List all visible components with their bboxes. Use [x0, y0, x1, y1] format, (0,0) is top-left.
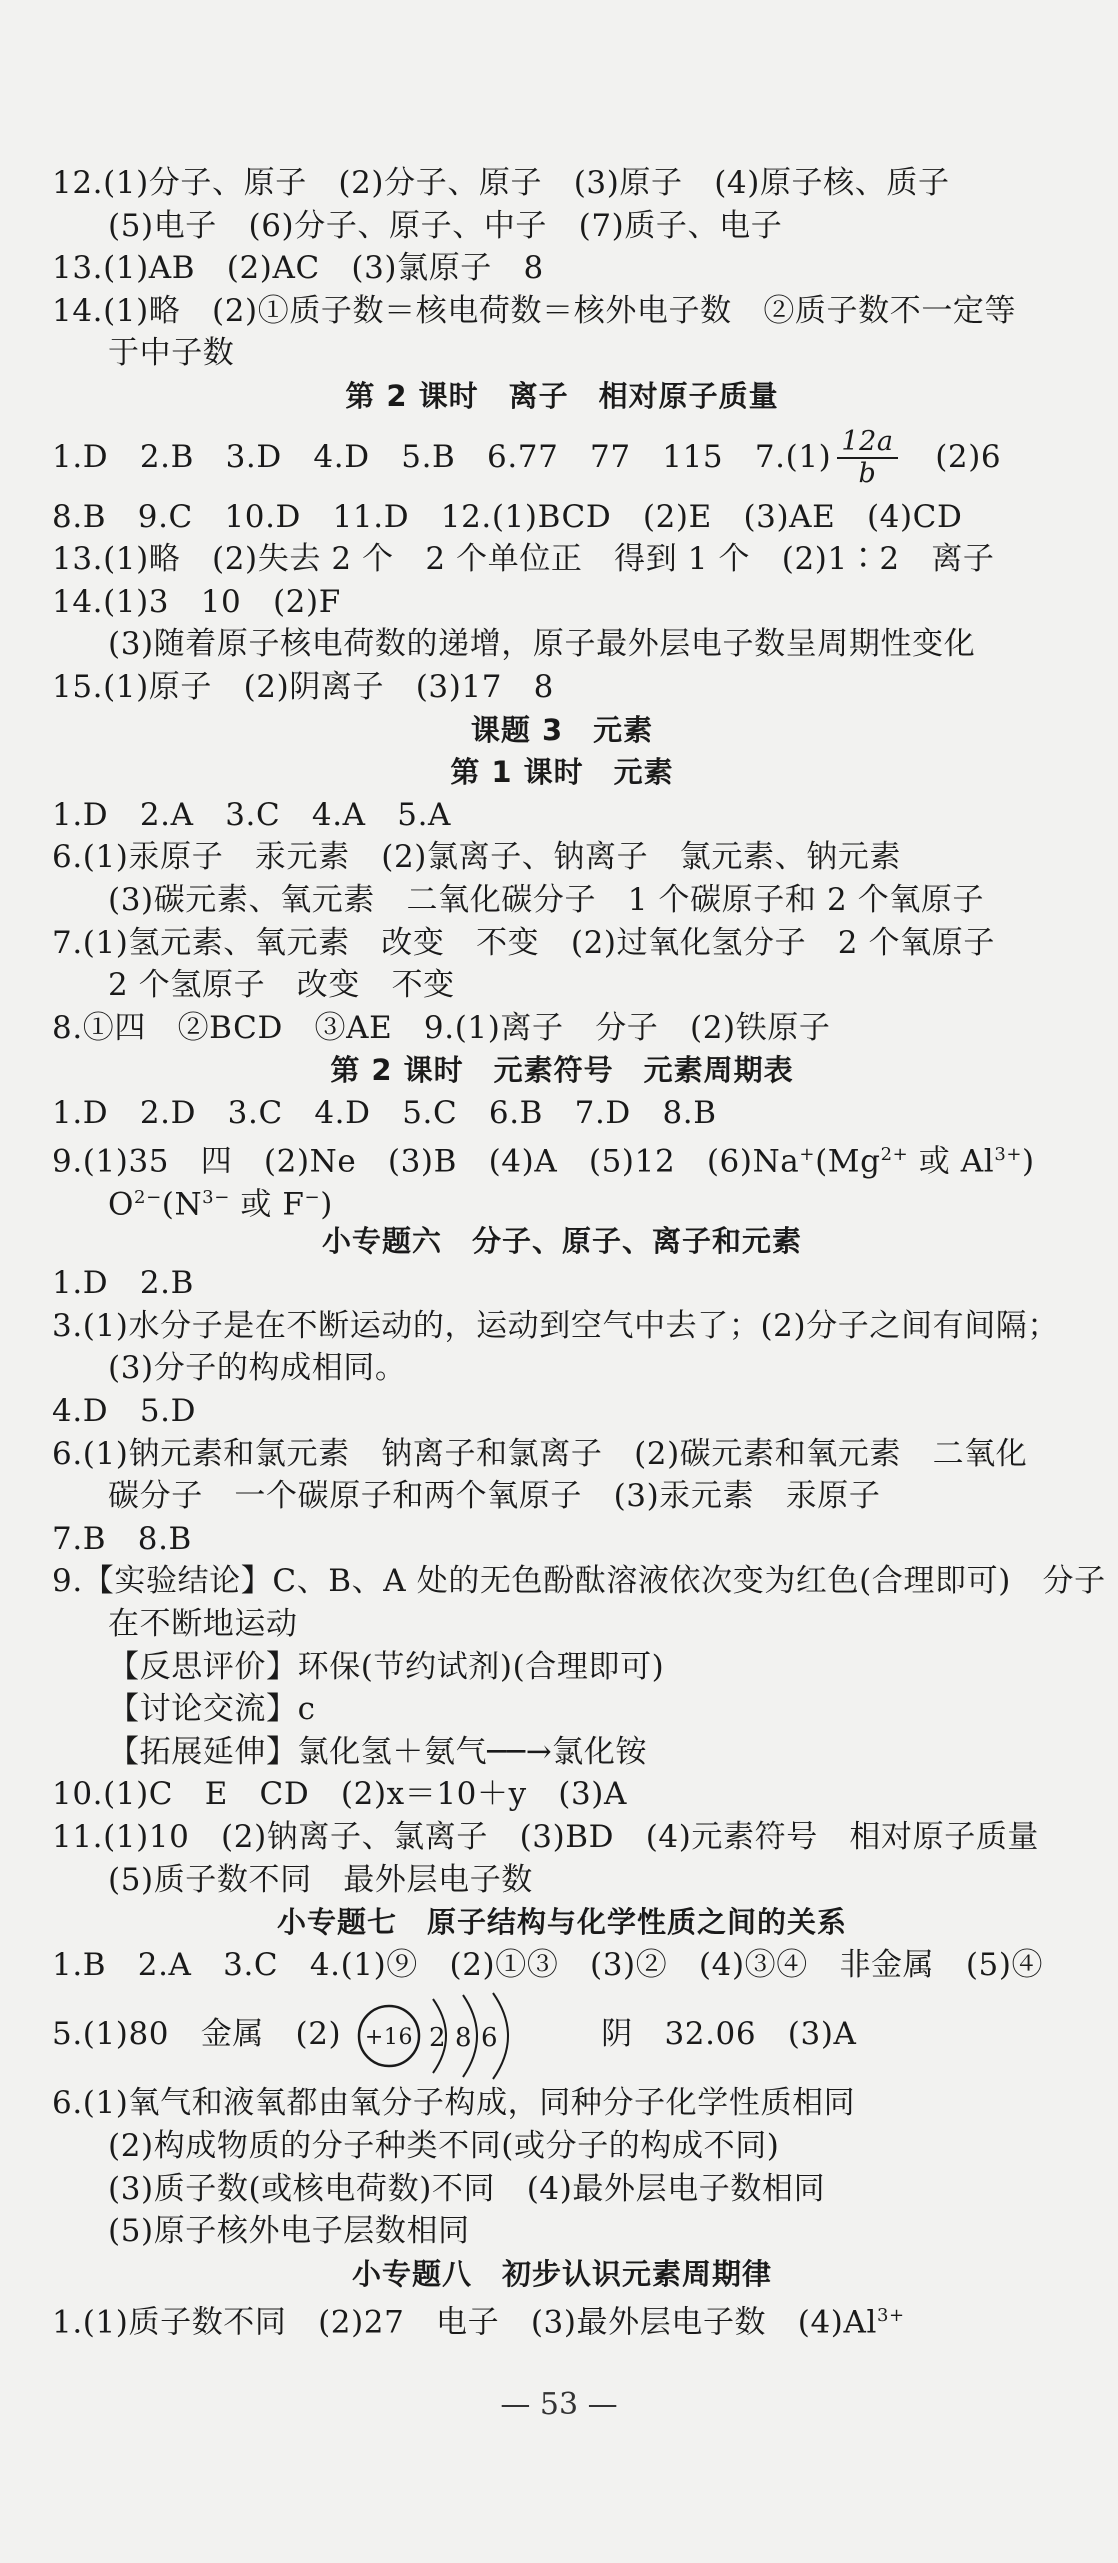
answer-line: 在不断地运动	[108, 1606, 298, 1642]
charge-superscript: 2−	[134, 1187, 162, 1209]
answer-line: 14.(1)略 (2)①质子数＝核电荷数＝核外电子数 ②质子数不一定等	[52, 292, 1017, 329]
answer-line: 14.(1)3 10 (2)F	[52, 583, 341, 620]
charge-superscript: +	[799, 1144, 816, 1166]
answer-text: 或 Al	[908, 1143, 995, 1180]
answer-line: 7.(1)氢元素、氧元素 改变 不变 (2)过氧化氢分子 2 个氧原子	[52, 924, 995, 961]
answer-text: 阴 32.06 (3)A	[601, 2016, 857, 2053]
answer-line: 6.(1)钠元素和氯元素 钠离子和氯离子 (2)碳元素和氧元素 二氧化	[52, 1435, 1028, 1472]
answer-line	[52, 1986, 1072, 2082]
answer-line: 【反思评价】环保(节约试剂)(合理即可)	[108, 1648, 665, 1685]
answer-line: 12.(1)分子、原子 (2)分子、原子 (3)原子 (4)原子核、质子	[52, 165, 950, 201]
answer-line: 3.(1)水分子是在不断运动的，运动到空气中去了；(2)分子之间有间隔；	[52, 1307, 1059, 1344]
answer-line: 7.B 8.B	[52, 1520, 192, 1557]
answer-line	[52, 1134, 1072, 1180]
nucleus-charge: +16	[365, 2024, 414, 2050]
answer-line: 8.①四 ②BCD ③AE 9.(1)离子 分子 (2)铁原子	[52, 1009, 831, 1046]
answer-line: (5)电子 (6)分子、原子、中子 (7)质子、电子	[108, 207, 783, 244]
answer-line: 10.(1)C E CD (2)x＝10＋y (3)A	[52, 1776, 627, 1813]
answer-line: 1.D 2.D 3.C 4.D 5.C 6.B 7.D 8.B	[52, 1094, 717, 1131]
answer-line: 碳分子 一个碳原子和两个氧原子 (3)汞元素 汞原子	[108, 1478, 881, 1515]
page-number: — 53 —	[500, 2387, 618, 2422]
charge-superscript: 3+	[994, 1144, 1023, 1166]
section-heading: 小专题六 分子、原子、离子和元素	[321, 1223, 802, 1258]
answer-text: 5.(1)80 金属 (2)	[52, 2016, 342, 2053]
answer-line: 6.(1)氧气和液氧都由氧分子构成，同种分子化学性质相同	[52, 2085, 856, 2122]
fraction	[837, 427, 897, 489]
electron-counts: 2 8 6	[429, 2022, 499, 2053]
answer-text: )	[1022, 1143, 1035, 1180]
answer-line: (5)原子核外电子层数相同	[108, 2213, 470, 2250]
answer-line: 15.(1)原子 (2)阴离子 (3)17 8	[52, 668, 555, 705]
answer-text: (Mg	[815, 1143, 881, 1180]
answer-text: )	[320, 1186, 333, 1223]
answer-line: 【讨论交流】c	[108, 1691, 316, 1728]
answer-line	[52, 2295, 1072, 2341]
answer-line: 2 个氢原子 改变 不变	[108, 967, 455, 1004]
section-heading: 小专题八 初步认识元素周期律	[351, 2256, 772, 2291]
answer-text: (2)6	[903, 438, 1002, 475]
answer-line: 11.(1)10 (2)钠离子、氯离子 (3)BD (4)元素符号 相对原子质量	[52, 1818, 1040, 1855]
charge-superscript: 3+	[876, 2305, 905, 2327]
answer-text: O	[108, 1186, 135, 1223]
answer-line: 8.B 9.C 10.D 11.D 12.(1)BCD (2)E (3)AE (4)CD	[52, 498, 963, 535]
answer-text: 1.D 2.B 3.D 4.D 5.B 6.77 77 115 7.(1)	[52, 438, 832, 475]
answer-line: (3)分子的构成相同。	[108, 1350, 407, 1387]
section-heading: 第 1 课时 元素	[450, 755, 674, 790]
answer-line: (5)质子数不同 最外层电子数	[108, 1861, 533, 1898]
sulfur-atom-diagram	[351, 1991, 591, 2081]
section-heading: 第 2 课时 离子 相对原子质量	[345, 378, 779, 413]
section-heading: 课题 3 元素	[470, 712, 654, 747]
answer-line: 1.B 2.A 3.C 4.(1)⑨ (2)①③ (3)② (4)③④ 非金属 (5)④	[52, 1946, 1044, 1983]
answer-line: 13.(1)略 (2)失去 2 个 2 个单位正 得到 1 个 (2)1∶2 离子	[52, 541, 995, 578]
answer-text: (N	[161, 1186, 203, 1223]
answer-line: 4.D 5.D	[52, 1393, 197, 1430]
answer-text: 或 F	[229, 1186, 305, 1223]
charge-superscript: −	[304, 1187, 321, 1209]
answer-line: 【拓展延伸】氯化氢＋氨气──→氯化铵	[108, 1733, 648, 1770]
answer-line: 于中子数	[108, 335, 235, 372]
answer-line: 1.D 2.B	[52, 1265, 194, 1302]
fraction-denominator: b	[858, 458, 877, 490]
answer-line	[52, 418, 1072, 496]
answer-line: 9.【实验结论】C、B、A 处的无色酚酞溶液依次变为红色(合理即可) 分子	[52, 1563, 1106, 1600]
answer-content	[52, 162, 1106, 2341]
answer-text: 9.(1)35 四 (2)Ne (3)B (4)A (5)12 (6)Na	[52, 1143, 800, 1180]
answer-line	[52, 1177, 1072, 1223]
charge-superscript: 3−	[202, 1187, 230, 1209]
answer-line: (3)碳元素、氧元素 二氧化碳分子 1 个碳原子和 2 个氧原子	[108, 881, 985, 918]
answer-line: 13.(1)AB (2)AC (3)氯原子 8	[52, 250, 544, 287]
atom-structure-diagram	[351, 1991, 591, 2081]
answer-text: 1.(1)质子数不同 (2)27 电子 (3)最外层电子数 (4)Al	[52, 2304, 877, 2341]
charge-superscript: 2+	[880, 1144, 909, 1166]
answer-line: (3)随着原子核电荷数的递增，原子最外层电子数呈周期性变化	[108, 626, 976, 663]
section-heading: 小专题七 原子结构与化学性质之间的关系	[276, 1905, 847, 1940]
section-heading: 第 2 课时 元素符号 元素周期表	[330, 1053, 794, 1088]
answer-line: 6.(1)汞原子 汞元素 (2)氯离子、钠离子 氯元素、钠元素	[52, 839, 901, 876]
answer-line: 1.D 2.A 3.C 4.A 5.A	[52, 796, 452, 833]
answer-line: (2)构成物质的分子种类不同(或分子的构成不同)	[108, 2127, 780, 2164]
fraction-numerator: 12a	[837, 427, 897, 459]
answer-line: (3)质子数(或核电荷数)不同 (4)最外层电子数相同	[108, 2170, 826, 2207]
